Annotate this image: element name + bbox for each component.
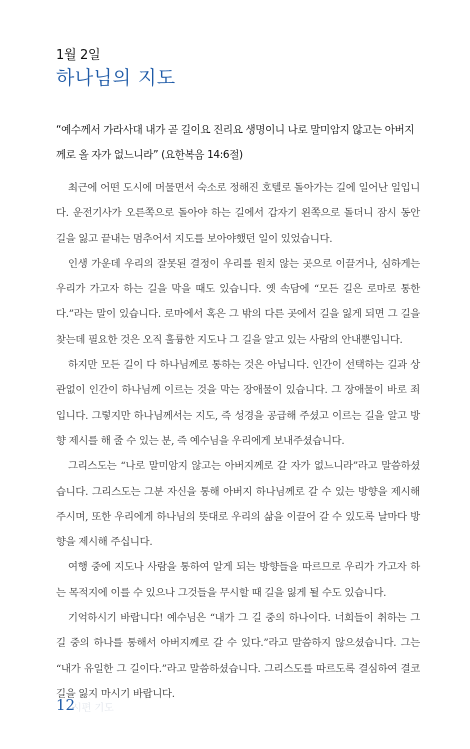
page-number: 12 <box>56 696 76 714</box>
paragraph: 그리스도는 “나로 말미암지 않고는 아버지께로 갈 자가 없느니라”라고 말씀하셨습니다. 그리스도는 그분 자신을 통해 아버지 하나님께로 갈 수 있는 방향을 제시해 주시며, 또한 우리에게 하나님의 뜻대로 우리의 삶을 이끌어 갈 수 있도록 날마다 방향을 제시해 주십니다. <box>56 460 420 549</box>
scripture-verse: “예수께서 가라사대 내가 곧 길이요 진리요 생명이니 나로 말미암지 않고는 아버지께로 올 자가 없느니라” (요한복음 14:6절) <box>56 124 415 161</box>
paragraph: 인생 가운데 우리의 잘못된 결정이 우리를 원치 않는 곳으로 이끌거나, 심하게는 우리가 가고자 하는 길을 막을 때도 있습니다. 옛 속담에 “모든 길은 로마로 통한다.”라는 말이 있습니다. 로마에서 혹은 그 밖의 다른 곳에서 길을 잃게 되면 그 길을 찾는데 필요한 것은 오직 훌륭한 지도나 그 길을 알고 있는 사람의 안내뿐입니다. <box>56 257 420 346</box>
devotional-body <box>56 176 420 707</box>
paragraph: 최근에 어떤 도시에 머물면서 숙소로 정해진 호텔로 돌아가는 길에 일어난 일입니다. 운전기사가 오른쪽으로 돌아야 하는 길에서 갑자기 왼쪽으로 돌더니 잠시 동안 길을 잃고 끝내는 멈추어서 지도를 보아야했던 일이 있었습니다. <box>56 182 420 245</box>
date-label: 1월 2일 <box>56 48 101 63</box>
paragraph: 여행 중에 지도나 사람을 통하여 알게 되는 방향들을 따르므로 우리가 가고자 하는 목적지에 이를 수 있으나 그것들을 무시할 때 길을 잃게 될 수도 있습니다. <box>56 561 420 599</box>
paragraph: 하지만 모든 길이 다 하나님께로 통하는 것은 아닙니다. 인간이 선택하는 길과 상관없이 인간이 하나님께 이르는 것을 막는 장애물이 있습니다. 그 장애물이 바로 죄입니다. 그렇지만 하나님께서는 지도, 즉 성경을 공급해 주셨고 이르는 길을 알고 방향 제시를 해 줄 수 있는 분, 즉 예수님을 우리에게 보내주셨습니다. <box>56 359 420 447</box>
page-title: 하나님의 지도 <box>56 67 176 89</box>
running-header: 시편 기도 <box>72 703 114 714</box>
paragraph: 기억하시기 바랍니다! 예수님은 “내가 그 길 중의 하나이다. 너희들이 취하는 그 길 중의 하나를 통해서 아버지께로 갈 수 있다.”라고 말씀하지 않으셨습니다. 그는 “내가 유일한 그 길이다.”라고 말씀하셨습니다. 그리스도를 따르도록 결심하여 결코 길을 잃지 마시기 바랍니다. <box>56 612 420 700</box>
